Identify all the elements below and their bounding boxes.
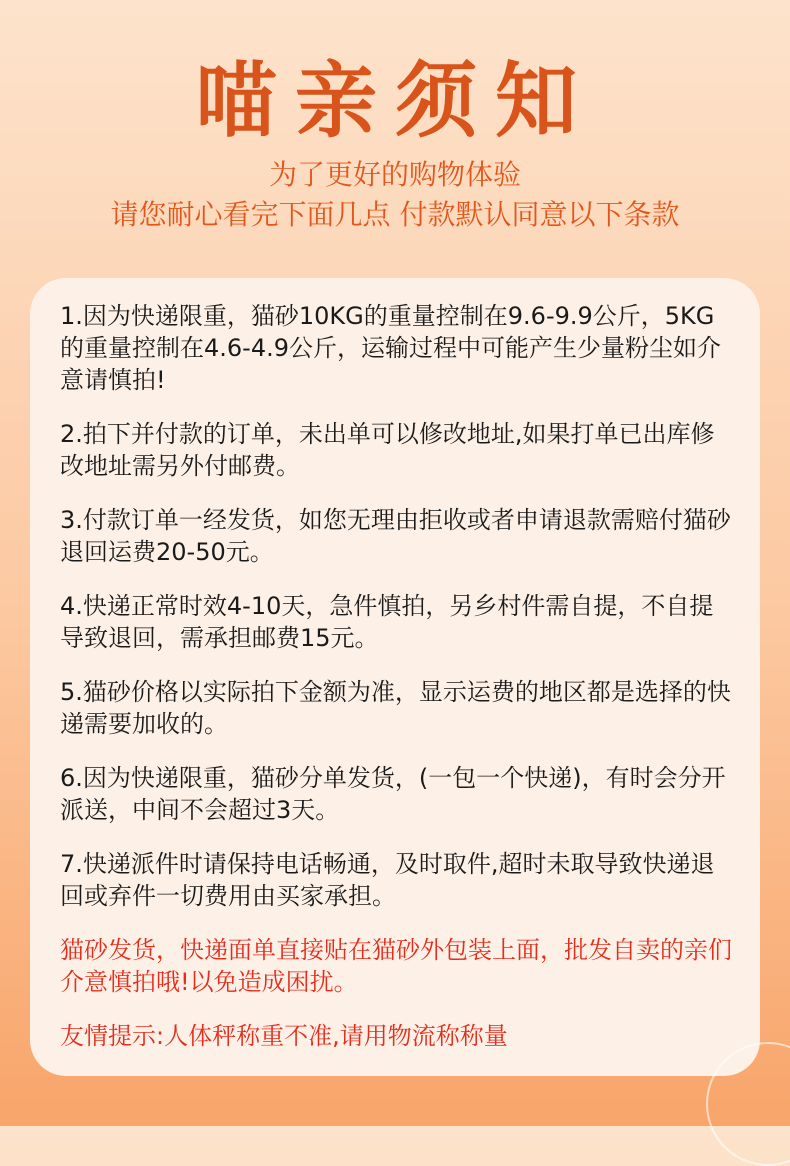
term-item-7: 7.快递派件时请保持电话畅通，及时取件,超时未取导致快递退回或弃件一切费用由买家承担。 (60, 850, 715, 910)
term-item-5: 5.猫砂价格以实际拍下金额为准，显示运费的地区都是选择的快递需要加收的。 (60, 678, 731, 738)
terms-card (30, 278, 760, 1076)
term-item-1: 1.因为快递限重，猫砂10KG的重量控制在9.6-9.9公斤，5KG的重量控制在4.6-4.9公斤，运输过程中可能产生少量粉尘如介意请慎拍! (60, 302, 721, 394)
term-item-3: 3.付款订单一经发货，如您无理由拒收或者申请退款需赔付猫砂退回运费20-50元。 (60, 506, 731, 566)
term-item-4: 4.快递正常时效4-10天，急件慎拍，另乡村件需自提，不自提导致退回，需承担邮费15元。 (60, 592, 714, 652)
term-item-6: 6.因为快递限重，猫砂分单发货，(一包一个快递)，有时会分开派送，中间不会超过3天。 (60, 764, 726, 824)
subtitle-line-2: 请您耐心看完下面几点 付款默认同意以下条款 (110, 198, 680, 231)
friendly-tip: 友情提示:人体秤称重不准,请用物流称称量 (60, 1022, 508, 1050)
subtitle-line-1: 为了更好的购物体验 (268, 158, 521, 191)
term-item-2: 2.拍下并付款的订单，未出单可以修改地址,如果打单已出库修改地址需另外付邮费。 (60, 420, 715, 480)
shipping-label-warning: 猫砂发货，快递面单直接贴在猫砂外包装上面，批发自卖的亲们介意慎拍哦!以免造成困扰。 (60, 936, 732, 996)
page-title: 喵亲须知 (194, 54, 595, 149)
terms-list (60, 300, 735, 1074)
